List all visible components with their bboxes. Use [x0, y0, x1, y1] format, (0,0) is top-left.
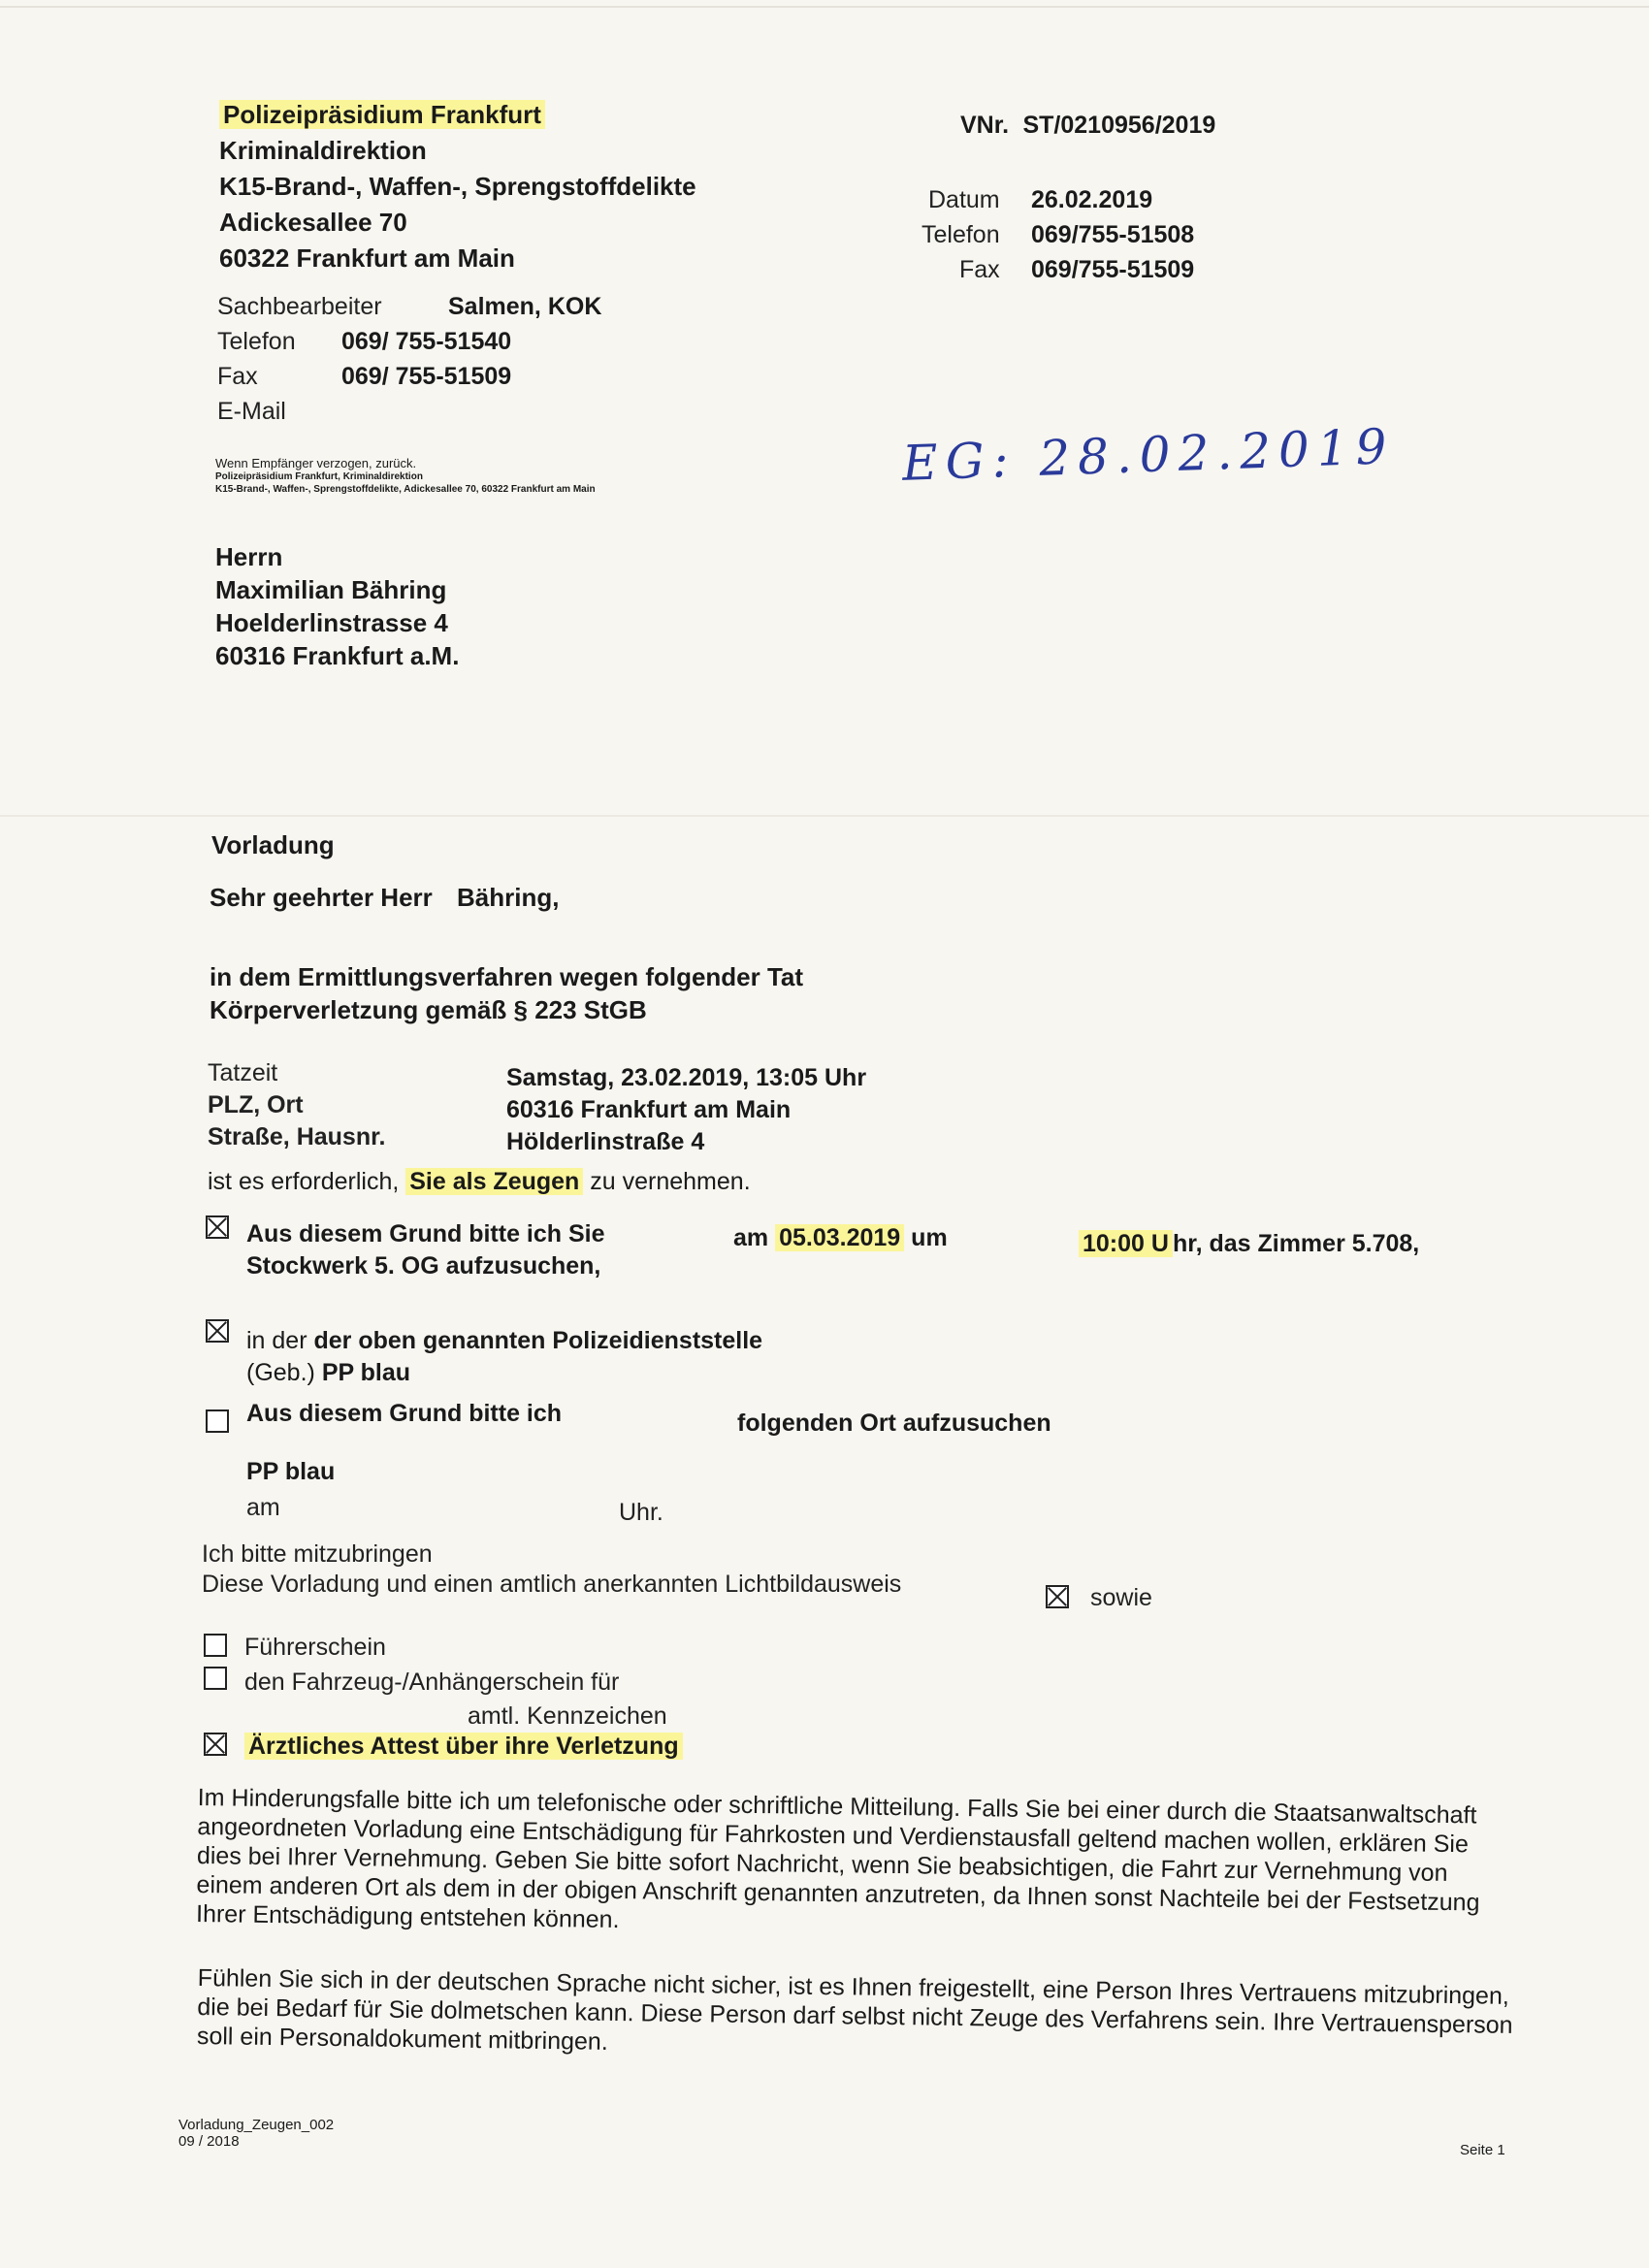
- option1-line-a: Aus diesem Grund bitte ich Sie: [246, 1220, 605, 1247]
- vnr-label: VNr.: [960, 112, 1010, 139]
- postal-label: PLZ, Ort: [208, 1091, 304, 1118]
- return-line-1: Wenn Empfänger verzogen, zurück.: [215, 456, 417, 470]
- email-label: E-Mail: [217, 398, 286, 425]
- appointment-date-value: 05.03.2019: [775, 1224, 904, 1251]
- recipient-city: 60316 Frankfurt a.M.: [215, 641, 460, 670]
- recipient-name: Maximilian Bähring: [215, 575, 447, 604]
- handwritten-received-note: EG: 28.02.2019: [901, 418, 1396, 492]
- appointment-time-room: [1079, 1230, 1419, 1258]
- street-label: Straße, Hausnr.: [208, 1123, 386, 1150]
- appointment-date-prefix: am: [733, 1224, 769, 1251]
- contact-phone-label: Telefon: [217, 328, 296, 355]
- form-id: Vorladung_Zeugen_002: [178, 2117, 335, 2133]
- page-number: Seite 1: [1460, 2142, 1505, 2158]
- crime-labels: [208, 1057, 385, 1153]
- medical-certificate-text: Ärztliches Attest über ihre Verletzung: [244, 1733, 683, 1760]
- crime-values: [506, 1062, 866, 1158]
- offense-line: Körperverletzung gemäß § 223 StGB: [210, 995, 647, 1024]
- paragraph-interpreter: Fühlen Sie sich in der deutschen Sprache nicht sicher, ist es Ihnen freigestellt, eine Person Ihres Vertrauens mitzubringen, die bei Bedarf für Sie dolmetschen kann. Diese Person darf selbst nicht Zeuge des Verfahrens sein. Ihre Vertrauensperson soll ein Personaldokument mitbringen.: [196, 1963, 1513, 2056]
- sender-name-text: Polizeipräsidium Frankfurt: [219, 100, 545, 129]
- license-label: Führerschein: [244, 1634, 386, 1661]
- letter-subject: Vorladung: [211, 830, 335, 859]
- medical-certificate-checkbox[interactable]: [204, 1733, 227, 1756]
- return-line-3: K15-Brand-, Waffen-, Sprengstoffdelikte, Adickesallee 70, 60322 Frankfurt am Main: [215, 484, 596, 495]
- sender-department: Kriminaldirektion: [219, 136, 427, 165]
- option-police-station-checkbox[interactable]: [206, 1319, 229, 1343]
- contact-labels: [217, 289, 382, 429]
- crime-time-label: Tatzeit: [208, 1059, 278, 1086]
- option-appointment-text: [246, 1218, 605, 1282]
- vnr-row: [960, 112, 1215, 140]
- fax-label: Fax: [958, 256, 1000, 283]
- procedure-block: [210, 960, 803, 1026]
- phone-value: 069/755-51508: [1031, 221, 1195, 248]
- street-value: Hölderlinstraße 4: [506, 1128, 705, 1155]
- option2-prefix: in der: [246, 1327, 307, 1354]
- plate-label: amtl. Kennzeichen: [468, 1702, 667, 1730]
- required-highlight: Sie als Zeugen: [405, 1168, 583, 1195]
- recipient-salutation: Herrn: [215, 542, 283, 571]
- vehicle-document-checkbox[interactable]: [204, 1667, 227, 1690]
- appointment-time: 10:00 U: [1079, 1230, 1173, 1257]
- page-edge-top: [0, 6, 1649, 8]
- sender-name: [219, 97, 696, 133]
- required-prefix: ist es erforderlich,: [208, 1168, 400, 1195]
- paragraph-hindrance: Im Hinderungsfalle bitte ich um telefonische oder schriftliche Mitteilung. Falls Sie bei einer durch die Staatsanwaltschaft angeordneten Vorladung eine Entschädigung für Fahrkosten und Verdienstausfall geltend machen wollen, erklären Sie dies bei Ihrer Vernehmung. Geben Sie bitte sofort Nachricht, wenn Sie beabsichtigen, die Fahrt zur Vernehmung von einem anderen Ort als dem in der obigen Anschrift genannten anzutreten, da Ihnen sonst Nachteile bei der Festsetzung Ihrer Entschädigung entstehen können.: [195, 1783, 1480, 1934]
- location-value: PP blau: [246, 1458, 336, 1485]
- license-checkbox[interactable]: [204, 1634, 227, 1657]
- contact-phone-value: 069/ 755-51540: [341, 328, 512, 355]
- letter-greeting: [210, 883, 559, 913]
- greeting-prefix: Sehr geehrter Herr: [210, 883, 433, 912]
- sowie-checkbox[interactable]: [1046, 1585, 1069, 1608]
- am-label: am: [246, 1494, 280, 1521]
- bring-sowie: sowie: [1090, 1584, 1152, 1611]
- sender-unit: K15-Brand-, Waffen-, Sprengstoffdelikte: [219, 172, 696, 201]
- option2-line-a: der oben genannten Polizeidienststelle: [313, 1327, 763, 1354]
- sender-city: 60322 Frankfurt am Main: [219, 243, 515, 273]
- form-date: 09 / 2018: [178, 2133, 240, 2150]
- greeting-name: Bähring,: [457, 883, 560, 912]
- case-info-values: [1031, 182, 1194, 287]
- medical-certificate-label: [244, 1733, 683, 1761]
- option3-line-b: folgenden Ort aufzusuchen: [737, 1409, 1051, 1437]
- bring-heading: Ich bitte mitzubringen: [202, 1540, 433, 1568]
- date-label: Datum: [927, 186, 1000, 213]
- postal-value: 60316 Frankfurt am Main: [506, 1096, 792, 1123]
- appointment-date-suffix: um: [911, 1224, 948, 1251]
- bring-line: Diese Vorladung und einen amtlich anerkannten Lichtbildausweis: [202, 1571, 902, 1598]
- contact-fax-value: 069/ 755-51509: [341, 363, 512, 390]
- option1-line-b: Stockwerk 5. OG aufzusuchen,: [246, 1252, 601, 1280]
- officer-label: Sachbearbeiter: [217, 293, 382, 320]
- appointment-date: [733, 1224, 948, 1252]
- option-other-location-checkbox[interactable]: [206, 1409, 229, 1433]
- crime-time-value: Samstag, 23.02.2019, 13:05 Uhr: [506, 1064, 867, 1091]
- page-fold-line: [0, 815, 1649, 817]
- required-suffix: zu vernehmen.: [590, 1168, 751, 1195]
- option2-b-prefix: (Geb.): [246, 1359, 315, 1386]
- footer-form: [178, 2117, 334, 2150]
- date-value: 26.02.2019: [1031, 186, 1153, 213]
- fax-value: 069/755-51509: [1031, 256, 1195, 283]
- recipient-street: Hoelderlinstrasse 4: [215, 608, 448, 637]
- uhr-label: Uhr.: [619, 1499, 663, 1526]
- contact-fax-label: Fax: [217, 363, 258, 390]
- sender-block: [219, 97, 696, 276]
- vnr-value: ST/0210956/2019: [1022, 112, 1216, 139]
- vehicle-document-label: den Fahrzeug-/Anhängerschein für: [244, 1669, 620, 1696]
- return-line-2: Polizeipräsidium Frankfurt, Kriminaldirektion: [215, 471, 423, 482]
- option2-line-b: PP blau: [321, 1359, 411, 1386]
- appointment-room: hr, das Zimmer 5.708,: [1172, 1230, 1420, 1257]
- return-address: [215, 456, 596, 496]
- option-police-station-text: [246, 1325, 762, 1389]
- option-appointment-checkbox[interactable]: [206, 1215, 229, 1239]
- sender-street: Adickesallee 70: [219, 208, 407, 237]
- procedure-line: in dem Ermittlungsverfahren wegen folgender Tat: [210, 962, 804, 991]
- case-info-block: [922, 182, 1000, 287]
- officer-value: Salmen, KOK: [448, 293, 602, 320]
- phone-label: Telefon: [922, 221, 1000, 248]
- required-line: [208, 1168, 751, 1196]
- option3-line-a: Aus diesem Grund bitte ich: [246, 1400, 563, 1427]
- recipient-block: [215, 540, 459, 672]
